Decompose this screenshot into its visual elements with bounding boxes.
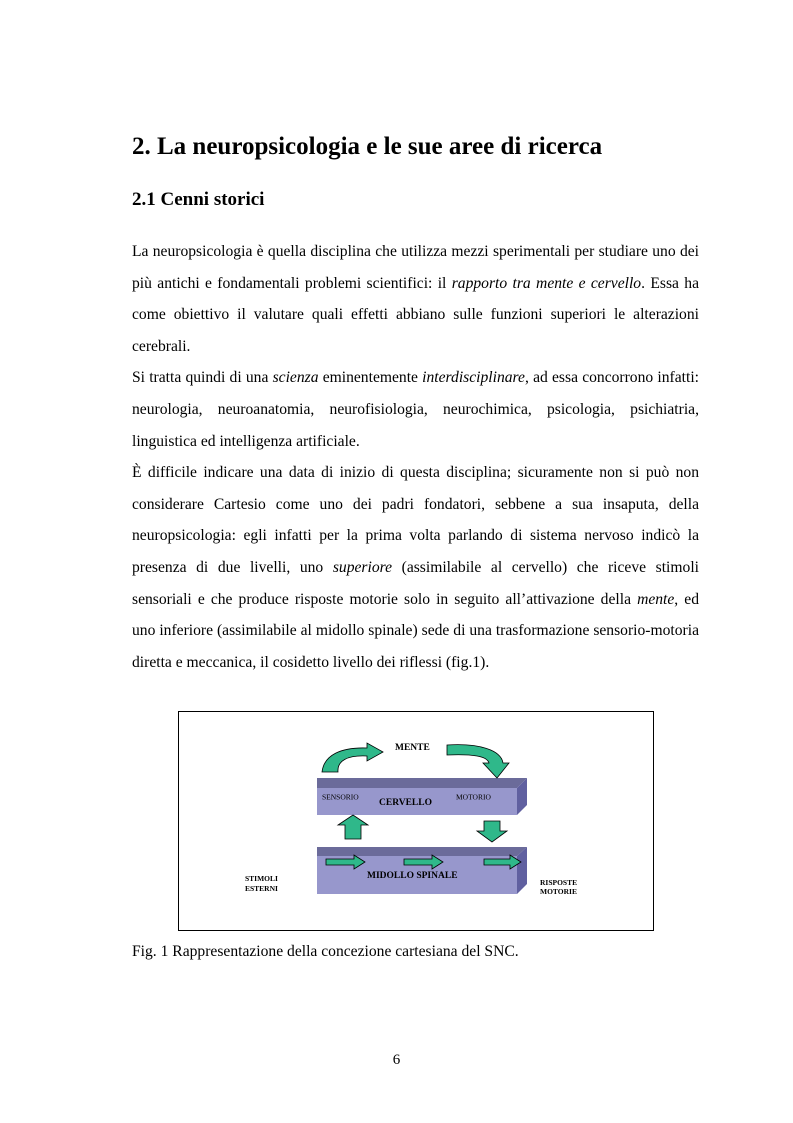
cervello-label: CERVELLO — [379, 798, 432, 808]
figure-svg — [179, 712, 652, 929]
arrow-up-icon — [338, 815, 368, 839]
text-run: (assimilabile al cervello) che riceve stimoli sensoriali e che produce risposte motorie solo in seguito all’attivazione della — [132, 558, 699, 608]
paragraph — [132, 457, 699, 678]
sensorio-label: SENSORIO — [322, 792, 359, 802]
risposte-label-line2: MOTORIE — [540, 887, 577, 896]
text-run: La neuropsicologia è quella disciplina che utilizza mezzi sperimentali per studiare uno dei più antichi e fondamentali problemi scientifici: il — [132, 243, 699, 292]
arrow-down-icon — [477, 821, 507, 842]
italic-text: mente — [637, 590, 675, 608]
text-run: , ed uno inferiore (assimilabile al midollo spinale) sede di una trasformazione sensorio-motoria diretta e meccanica, il cosidetto livello dei riflessi (fig.1). — [132, 590, 699, 671]
page-number: 6 — [392, 1052, 401, 1068]
cervello-block-top — [317, 778, 527, 788]
italic-text: interdisciplinare — [422, 369, 525, 387]
italic-text: rapporto tra mente e cervello — [451, 274, 642, 292]
text-run: È difficile indicare una data di inizio di questa disciplina; sicuramente non si può non considerare Cartesio come uno dei padri fondatori, sebbene a sua insaputa, della neuropsicologia: egli infatti per la prima volta parlando di sistema nervoso indicò la presenza di due livelli, uno — [132, 464, 699, 576]
text-run: . Essa ha come obiettivo il valutare quali effetti abbiano sulle funzioni superiori le alterazioni cerebrali. — [132, 274, 699, 355]
mente-curved-arrow-right — [447, 745, 509, 778]
section-title: 2.1 Cenni storici — [132, 189, 265, 210]
motorio-label: MOTORIO — [456, 792, 491, 802]
midollo-label: MIDOLLO SPINALE — [367, 871, 458, 881]
body-text — [132, 236, 699, 678]
italic-text: scienza — [272, 369, 319, 387]
stimoli-label-line2: ESTERNI — [245, 884, 278, 893]
mente-label: MENTE — [395, 743, 430, 753]
text-run: Si tratta quindi di una — [132, 369, 273, 387]
paragraph — [132, 236, 699, 362]
stimoli-label-line1: STIMOLI — [245, 874, 278, 883]
mente-curved-arrow-left — [322, 743, 383, 772]
chapter-title: 2. La neuropsicologia e le sue aree di ricerca — [132, 133, 603, 160]
figure-caption: Fig. 1 Rappresentazione della concezione cartesiana del SNC. — [132, 943, 519, 960]
text-run: , ad essa concorrono infatti: neurologia, neuroanatomia, neurofisiologia, neurochimica, psicologia, psichiatria, linguistica ed intelligenza artificiale. — [132, 369, 699, 450]
text-run: eminentemente — [318, 369, 423, 387]
paragraph — [132, 362, 699, 457]
figure-cartesian-diagram — [178, 711, 654, 931]
risposte-label-line1: RISPOSTE — [540, 878, 578, 887]
italic-text: superiore — [332, 558, 393, 576]
midollo-block-top — [317, 847, 527, 856]
